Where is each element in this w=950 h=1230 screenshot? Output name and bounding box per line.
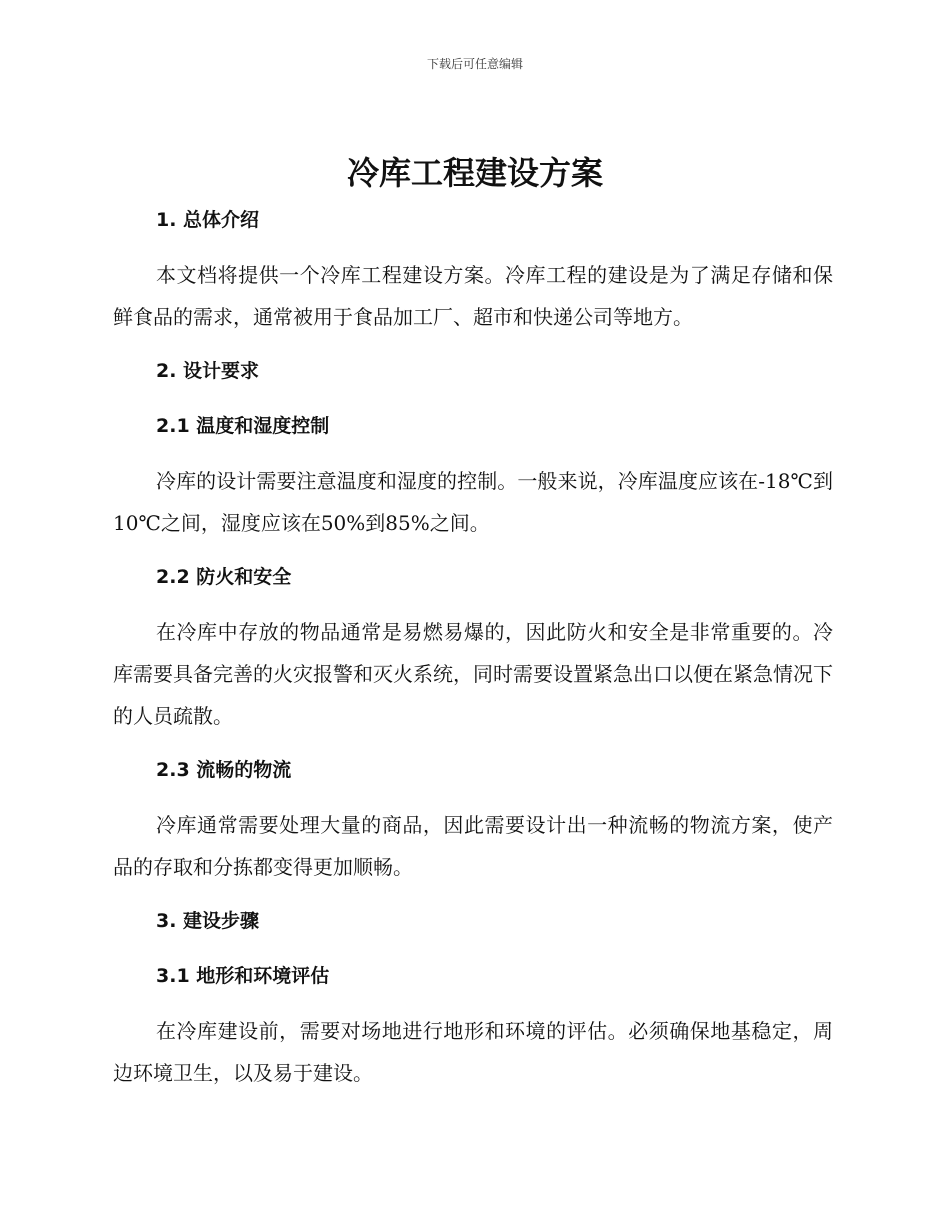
subsection-heading: 2.2 防火和安全 — [156, 566, 292, 588]
paragraph: 冷库通常需要处理大量的商品，因此需要设计出一种流畅的物流方案，使产品的存取和分拣都变得更加顺畅。 — [113, 813, 833, 879]
section-heading: 1. 总体介绍 — [156, 209, 260, 231]
paragraph: 冷库的设计需要注意温度和湿度的控制。一般来说，冷库温度应该在-18℃到10℃之间，湿度应该在50%到85%之间。 — [113, 469, 833, 535]
section-heading: 3. 建设步骤 — [156, 910, 260, 932]
paragraph: 在冷库中存放的物品通常是易燃易爆的，因此防火和安全是非常重要的。冷库需要具备完善的火灾报警和灭火系统，同时需要设置紧急出口以便在紧急情况下的人员疏散。 — [113, 620, 833, 728]
subsection-heading: 2.1 温度和湿度控制 — [156, 415, 330, 437]
document-body — [113, 199, 833, 1094]
paragraph: 在冷库建设前，需要对场地进行地形和环境的评估。必须确保地基稳定，周边环境卫生，以及易于建设。 — [113, 1019, 833, 1085]
subsection-heading: 3.1 地形和环境评估 — [156, 965, 330, 987]
document-title: 冷库工程建设方案 — [346, 154, 603, 192]
section-heading: 2. 设计要求 — [156, 360, 260, 382]
subsection-heading: 2.3 流畅的物流 — [156, 759, 292, 781]
page-header: 下载后可任意编辑 — [426, 57, 523, 71]
paragraph: 本文档将提供一个冷库工程建设方案。冷库工程的建设是为了满足存储和保鲜食品的需求，通常被用于食品加工厂、超市和快递公司等地方。 — [113, 263, 833, 329]
